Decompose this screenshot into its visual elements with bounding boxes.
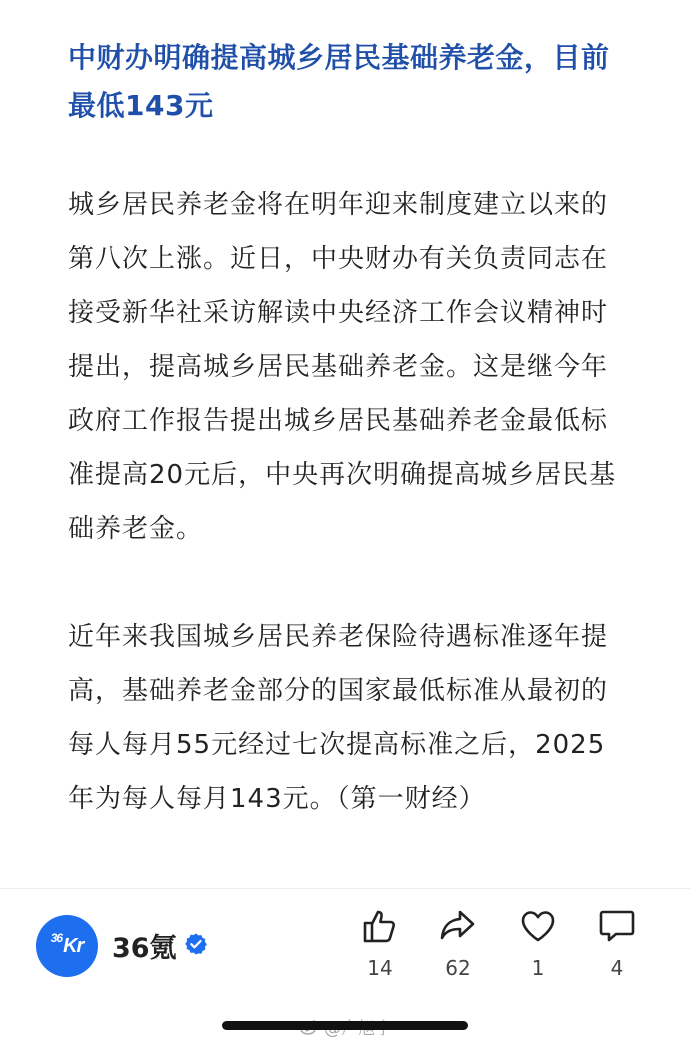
comment-bubble-icon	[597, 906, 637, 946]
home-indicator[interactable]	[222, 1021, 468, 1030]
thumbs-up-icon	[360, 906, 400, 946]
like-count: 14	[367, 956, 393, 980]
article	[68, 34, 628, 826]
avatar-text-small: 36	[50, 931, 63, 945]
account-name[interactable]: 36氪	[112, 933, 177, 964]
heart-icon	[518, 906, 558, 946]
heart-button[interactable]	[508, 906, 568, 980]
like-button[interactable]	[350, 906, 410, 980]
article-paragraph-1: 城乡居民养老金将在明年迎来制度建立以来的第八次上涨。近日，中央财办有关负责同志在接受新华社采访解读中央经济工作会议精神时提出，提高城乡居民基础养老金。这是继今年政府工作报告提出城乡居民基础养老金最低标准提高20元后，中央再次明确提高城乡居民基础养老金。	[68, 190, 617, 544]
heart-count: 1	[531, 956, 545, 980]
share-button[interactable]	[428, 906, 488, 980]
article-paragraph-2: 近年来我国城乡居民养老保险待遇标准逐年提高，基础养老金部分的国家最低标准从最初的每人每月55元经过七次提高标准之后，2025年为每人每月143元。（第一财经）	[68, 622, 609, 814]
article-headline: 中财办明确提高城乡居民基础养老金，目前最低143元	[68, 41, 610, 122]
footer-divider	[0, 888, 690, 889]
share-count: 62	[445, 956, 471, 980]
comment-button[interactable]	[587, 906, 647, 980]
avatar-text-main: Kr	[63, 934, 84, 957]
comment-count: 4	[610, 956, 624, 980]
share-arrow-icon	[438, 906, 478, 946]
account-avatar[interactable]	[36, 915, 98, 977]
post-footer	[0, 890, 690, 1000]
verified-badge-icon	[184, 932, 208, 956]
